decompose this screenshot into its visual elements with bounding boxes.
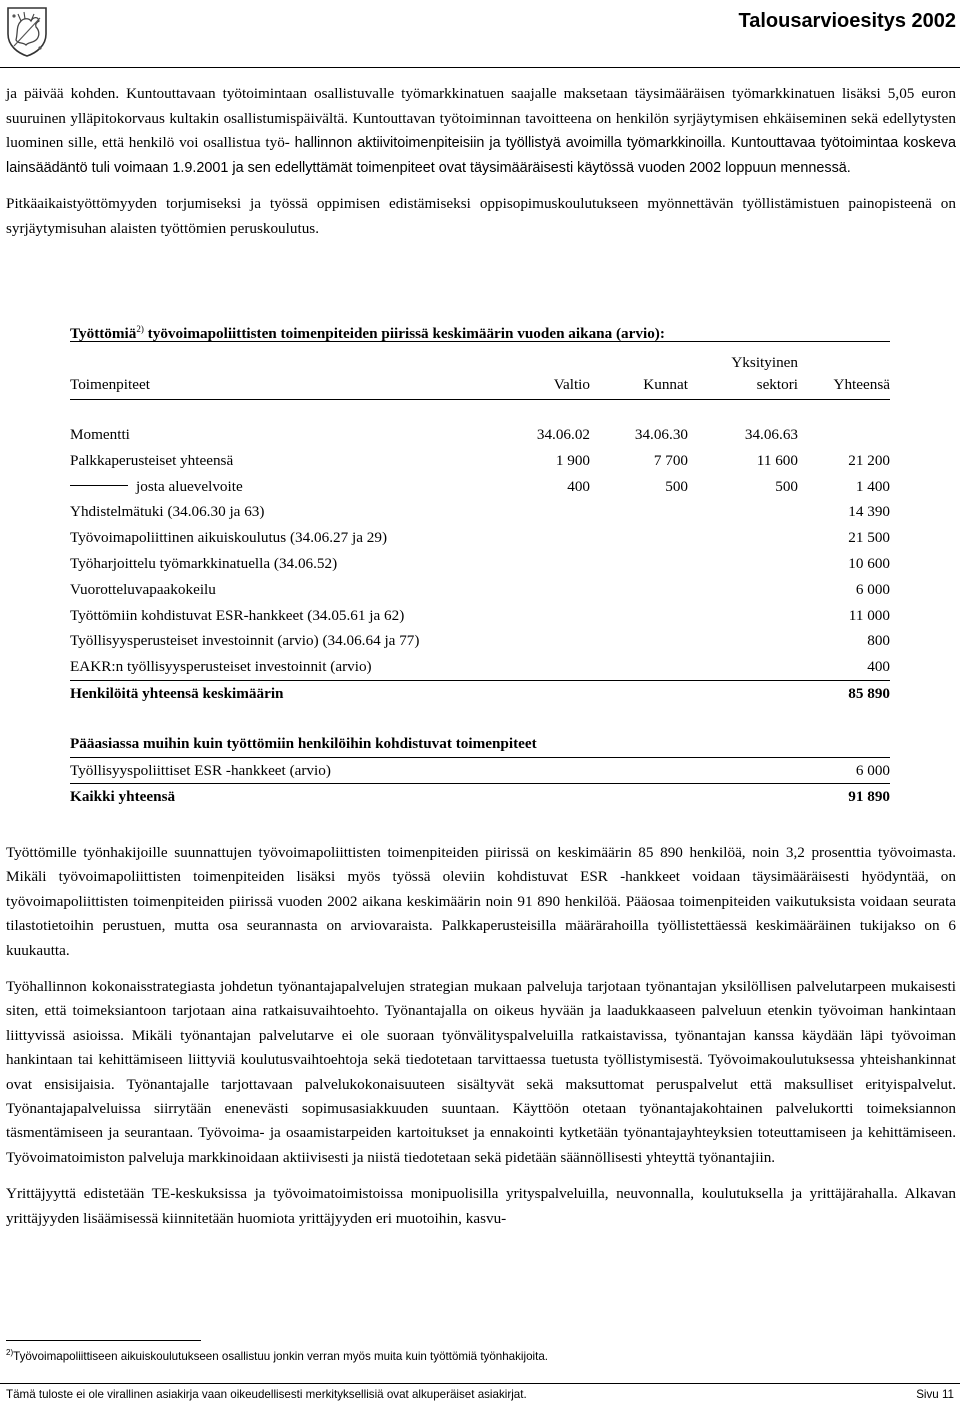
cell-kunnat: 34.06.30: [634, 426, 688, 443]
cell-yhteensa: 6 000: [855, 580, 890, 598]
paragraph-1-serif-text: ja päivää kohden. Kuntouttavaan työtoimintaan osallistuvalle työmarkkinatuen saajalle maksetaan täysimääräisen työmarkkinatuen lisäksi 5,05 euron suuruinen ylläpitokorvaus kultakin osallistumispäivältä. Kuntouttavan työtoiminnan tavoitteena on henkilön syrjäytymisen ehkäiseminen sekä edellytysten luominen sille, että henkilö voi osallistua työ-: [6, 85, 956, 152]
total-label: Henkilöitä yhteensä keskimäärin: [70, 684, 284, 702]
table-row-esr-tyollisyys: [70, 758, 890, 784]
cell-yhteensa: 1 400: [855, 477, 890, 495]
table-row-total: [70, 681, 890, 707]
table-row-eakr: [70, 654, 890, 680]
cell-yhteensa: 800: [867, 632, 890, 650]
row-label: josta aluevelvoite: [136, 477, 243, 495]
header-valtio: Valtio: [553, 376, 590, 393]
table-row-palkkaperusteiset: [70, 448, 890, 474]
cell-kunnat: 500: [665, 477, 688, 495]
footnote-divider: [6, 1340, 201, 1341]
total-value: 85 890: [848, 684, 890, 702]
cell-yksityinen: 34.06.63: [744, 426, 798, 443]
row-label: Yhdistelmätuki (34.06.30 ja 63): [70, 503, 265, 521]
header-yksityinen: [688, 352, 798, 396]
table-header-row: [70, 342, 890, 399]
page-number: Sivu 11: [916, 1388, 954, 1401]
footer-disclaimer: Tämä tuloste ei ole virallinen asiakirja vaan oikeudellisesti merkityksellisiä ovat alkuperäiset asiakirjat.: [6, 1388, 527, 1401]
table-section-gap: [70, 707, 890, 731]
header-toimenpiteet: Toimenpiteet: [70, 376, 150, 393]
cell-valtio: 400: [567, 477, 590, 495]
em-dash-rule: [70, 485, 128, 486]
document-title: Talousarvioesitys 2002: [738, 10, 956, 32]
table-title-part-b: työvoimapoliittisten toimenpiteiden piirissä keskimäärin vuoden aikana (arvio):: [143, 325, 665, 342]
table-row-vuorotteluvapaa: [70, 577, 890, 603]
cell-yhteensa: [798, 422, 890, 448]
cell-yhteensa: 14 390: [848, 503, 890, 521]
row-label-container: [70, 474, 510, 500]
table-row-esr-hankkeet: [70, 603, 890, 629]
row-label: Työttömiin kohdistuvat ESR-hankkeet (34.05.61 ja 62): [70, 606, 405, 624]
table-row-yhdistelmatuki: [70, 499, 890, 525]
table-row-investoinnit: [70, 628, 890, 654]
table-title-part-a: Työttömiä: [70, 325, 137, 342]
measures-table: [70, 317, 890, 810]
body-text-lower: [6, 841, 956, 1231]
paragraph-4: Työhallinnon kokonaisstrategiasta johdetun työnantajapalvelujen strategian mukaan palveluja tarjotaan työnantajan yksilöllisen palvelutarpeen mukaisesti siten, että toimeksiantoon tarjotaan aina ratkaisuvaihtoehto. Työnantajalla on oikeus hyvään ja laadukkaaseen palveluun etenkin työvoiman hankintaan liittyvissä asioissa. Mikäli työnantajan palvelutarve ei ole suoraan työnvälityspalveluilla ratkaistavissa, työnantajan kanssa käydään läpi työvoiman hankintaan tai kehittämiseen liittyviä koulutusvaihtoehtoja sekä tiedotetaan tarvittaessa tuetusta työllistymisestä. Työvoimakoulutuksessa yhteishankinnat ovat ensisijaisia. Työnantajalle tarjottavaan palvelukokonaisuuteen sisältyvät sekä maksuttomat peruspalvelut että maksulliset erityispalvelut. Työnantajapalveluissa siirrytään enenevästi sopimusasiakkuuden suuntaan. Käyttöön otetaan työnantajakohtainen palvelukortti toimeksiannon täsmentämiseen ja seurantaan. Työvoima- ja osaamistarpeiden kartoitukset ja ennakointi kytketään työnantajayhteyksien toteuttamiseen ja kehittämiseen. Työvoimatoimiston palveluja markkinoidaan aktiivisesti ja niistä tiedotetaan sekä pidetään säännöllisesti yhteyttä työnantajiin.: [6, 978, 956, 1166]
cell-yhteensa: 6 000: [855, 761, 890, 779]
header-divider: [0, 67, 960, 68]
cell-yksityinen: 11 600: [756, 451, 798, 469]
header-yksityinen-bottom: sektori: [756, 376, 798, 393]
row-label: Työharjoittelu työmarkkinatuella (34.06.52): [70, 554, 338, 572]
row-label: Momentti: [70, 426, 130, 443]
paragraph-3: Työttömille työnhakijoille suunnattujen työvoimapoliittisten toimenpiteiden piirissä on keskimäärin 85 890 henkilöä, noin 3,2 prosenttia työvoimasta. Mikäli työvoimapoliittisten toimenpiteiden lisäksi myös työssä oleviin kohdistuvat ESR -hankkeet voidaan täysimääräisesti hyödyntää, on työvoimapoliittisten toimenpiteiden piirissä vuoden 2002 aikana keskimäärin noin 91 890 henkilöä. Pääosaa toimenpiteiden vaikutuksista voidaan seurata tilastotietoihin perustuen, mutta osa seurannasta on arviovaraista. Palkkaperusteisilla määrärahoilla työllistettäessä keskimääräinen tukijakso on 6 kuukautta.: [6, 844, 956, 959]
lion-crest-icon: [4, 4, 50, 58]
row-label: Työvoimapoliittinen aikuiskoulutus (34.06.27 ja 29): [70, 529, 388, 547]
paragraph-2: Pitkäaikaistyöttömyyden torjumiseksi ja työssä oppimisen edistämiseksi oppisopimuskoulutukseen myönnettävän työllistämistuen painopisteenä on syrjäytymisuhan alaisten työttömien peruskoulutus.: [6, 195, 956, 237]
paragraph-1-sans-text: hallinnon aktiivitoimenpiteisiin ja työllistyä avoimilla työmarkkinoilla. Kuntouttavaa työtoimintaa koskeva lainsäädäntö tuli voimaan 1.9.2001 ja sen edellyttämät toimenpiteet ovat täysimääräisesti käytössä vuoden 2002 loppuun mennessä.: [6, 135, 956, 176]
footnote-marker: 2): [6, 1348, 14, 1357]
row-label: EAKR:n työllisyysperusteiset investoinnit (arvio): [70, 658, 372, 676]
grand-total-value: 91 890: [848, 788, 890, 806]
footnote-text: Työvoimapoliittiseen aikuiskoulutukseen osallistuu jonkin verran myös muita kuin työttömiä työnhakijoita.: [13, 1350, 548, 1363]
row-label: Työllisyysperusteiset investoinnit (arvio) (34.06.64 ja 77): [70, 632, 420, 650]
header-kunnat: Kunnat: [643, 376, 688, 393]
table-title-footnote-marker: 2): [136, 324, 144, 334]
row-label: Vuorotteluvapaakokeilu: [70, 580, 216, 598]
cell-yhteensa: 21 500: [848, 529, 890, 547]
table-row-aluevelvoite: [70, 474, 890, 500]
cell-kunnat: 7 700: [653, 451, 688, 469]
cell-yhteensa: 11 000: [848, 606, 890, 624]
table-row-tyoharjoittelu: [70, 551, 890, 577]
paragraph-5: Yrittäjyyttä edistetään TE-keskuksissa ja työvoimatoimistoissa monipuolisilla yrityspalveluilla, neuvonnalla, koulutuksella ja yrittäjärahalla. Alkavan yrittäjyyden lisäämisessä kiinnitetään huomiota yrittäjyyden eri muotoihin, kasvu-: [6, 1185, 956, 1227]
body-text-upper: [6, 82, 956, 242]
table-spacer: [70, 400, 890, 422]
paragraph-1: [6, 82, 956, 180]
header-yksityinen-top: Yksityinen: [731, 354, 798, 371]
cell-yhteensa: 10 600: [848, 554, 890, 572]
cell-valtio: 1 900: [555, 451, 590, 469]
footnote: [6, 1348, 548, 1363]
cell-valtio: 34.06.02: [536, 426, 590, 443]
table-section2-title: [70, 731, 890, 757]
page-header: [0, 0, 960, 72]
table-row-grand-total: [70, 784, 890, 810]
cell-yhteensa: 21 200: [848, 451, 890, 469]
section2-title: Pääasiassa muihin kuin työttömiin henkilöihin kohdistuvat toimenpiteet: [70, 734, 537, 752]
grand-total-label: Kaikki yhteensä: [70, 788, 176, 806]
footer-divider: [0, 1383, 960, 1384]
row-label: Työllisyyspoliittiset ESR -hankkeet (arvio): [70, 761, 331, 779]
table-title: [70, 317, 890, 341]
row-label: Palkkaperusteiset yhteensä: [70, 451, 234, 469]
header-yhteensa: Yhteensä: [833, 376, 890, 393]
cell-yksityinen: 500: [775, 477, 798, 495]
table-row-momentti: [70, 422, 890, 448]
cell-yhteensa: 400: [867, 658, 890, 676]
table-row-aikuiskoulutus: [70, 525, 890, 551]
